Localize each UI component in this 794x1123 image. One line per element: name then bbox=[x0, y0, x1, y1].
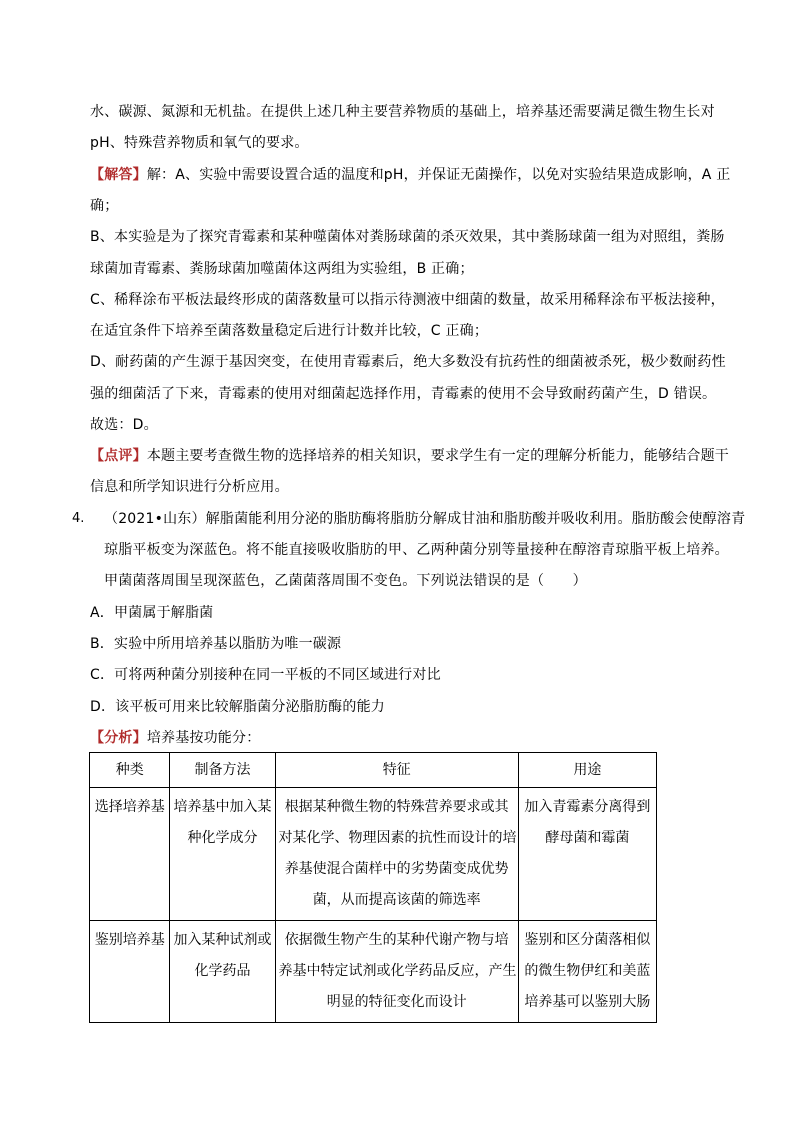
table-cell bbox=[275, 921, 518, 1023]
answer-line-3: B、本实验是为了探究青霉素和某种噬菌体对粪肠球菌的杀灭效果，其中粪肠球菌一组为对照组，粪肠 bbox=[90, 229, 725, 245]
answer-line-8: 强的细菌活了下来，青霉素的使用对细菌起选择作用，青霉素的使用不会导致耐药菌产生，D 错误。 bbox=[90, 386, 717, 402]
question-stem-line-1: （2021•山东）解脂菌能利用分泌的脂肪酶将脂肪分解成甘油和脂肪酸并吸收利用。脂肪酸会使醇溶青 bbox=[104, 511, 746, 527]
table-cell bbox=[170, 788, 275, 921]
question-stem-line-2: 琼脂平板变为深蓝色。将不能直接吸收脂肪的甲、乙两种菌分别等量接种在醇溶青琼脂平板上培养。 bbox=[104, 542, 729, 558]
table-header-row bbox=[90, 753, 657, 788]
table-cell bbox=[518, 921, 656, 1023]
table-header: 制备方法 bbox=[170, 753, 275, 788]
cell-line: 对某化学、物理因素的抗性而设计的培 bbox=[278, 830, 517, 846]
cell-line: 的微生物伊红和美蓝 bbox=[524, 963, 651, 979]
cell-line: 养基使混合菌样中的劣势菌变成优势 bbox=[284, 861, 509, 877]
answer-line-6: 在适宜条件下培养至菌落数量稳定后进行计数并比较，C 正确； bbox=[90, 323, 489, 339]
comment-tag: 【点评】 bbox=[90, 448, 147, 464]
option-b: B．实验中所用培养基以脂肪为唯一碳源 bbox=[90, 636, 342, 652]
cell-line: 菌，从而提高该菌的筛选率 bbox=[312, 892, 481, 908]
answer-line-4: 球菌加青霉素、粪肠球菌加噬菌体这两组为实验组，B 正确； bbox=[90, 261, 474, 277]
analysis-text: 培养基按功能分： bbox=[146, 730, 261, 746]
cell-line: 养基中特定试剂或化学药品反应，产生 bbox=[278, 963, 517, 979]
cell-line: 化学药品 bbox=[194, 963, 251, 979]
table-row bbox=[90, 921, 657, 1023]
table-header: 种类 bbox=[90, 753, 170, 788]
answer-line-7: D、耐药菌的产生源于基因突变，在使用青霉素后，绝大多数没有抗药性的细菌被杀死，极少数耐药性 bbox=[90, 354, 726, 370]
analysis-tag: 【分析】 bbox=[90, 730, 147, 746]
cell-line: 种化学成分 bbox=[187, 830, 258, 846]
table-cell bbox=[518, 788, 656, 921]
table-row bbox=[90, 788, 657, 921]
cell-line: 酵母菌和霉菌 bbox=[545, 830, 630, 846]
table-cell: 选择培养基 bbox=[90, 788, 170, 921]
table-cell bbox=[170, 921, 275, 1023]
comment-line-2: 信息和所学知识进行分析应用。 bbox=[90, 479, 289, 495]
comment-text: 本题主要考查微生物的选择培养的相关知识，要求学生有一定的理解分析能力，能够结合题干 bbox=[146, 448, 730, 464]
answer-tag: 【解答】 bbox=[90, 167, 147, 183]
question-stem-line-3: 甲菌菌落周围呈现深蓝色，乙菌菌落周围不变色。下列说法错误的是（ ） bbox=[104, 573, 587, 589]
answer-line-5: C、稀释涂布平板法最终形成的菌落数量可以指示待测液中细菌的数量，故采用稀释涂布平板法接种， bbox=[90, 292, 725, 308]
cell-line: 依据微生物产生的某种代谢产物与培 bbox=[284, 932, 509, 948]
cell-line: 根据某种微生物的特殊营养要求或其 bbox=[284, 799, 509, 815]
table-cell: 鉴别培养基 bbox=[90, 921, 170, 1023]
table-header: 特征 bbox=[275, 753, 518, 788]
question-number: 4. bbox=[72, 511, 85, 526]
option-a: A．甲菌属于解脂菌 bbox=[90, 605, 214, 621]
cell-line: 明显的特征变化而设计 bbox=[326, 994, 467, 1010]
answer-line-1 bbox=[90, 165, 730, 185]
cell-line: 鉴别和区分菌落相似 bbox=[524, 932, 651, 948]
option-c: C．可将两种菌分别接种在同一平板的不同区域进行对比 bbox=[90, 667, 441, 683]
analysis-line bbox=[90, 728, 260, 748]
cell-line: 加入某种试剂或 bbox=[173, 932, 272, 948]
table-cell bbox=[275, 788, 518, 921]
comment-line-1 bbox=[90, 446, 729, 466]
analysis-prev-line-1: 水、碳源、氮源和无机盐。在提供上述几种主要营养物质的基础上，培养基还需要满足微生物生长对 bbox=[90, 104, 715, 120]
cell-line: 加入青霉素分离得到 bbox=[524, 799, 651, 815]
answer-text: 解：A、实验中需要设置合适的温度和pH，并保证无菌操作，以免对实验结果造成影响，A 正 bbox=[146, 167, 731, 183]
medium-function-table bbox=[89, 752, 657, 1023]
answer-line-9: 故选：D。 bbox=[90, 417, 158, 433]
cell-line: 培养基中加入某 bbox=[173, 799, 272, 815]
cell-line: 培养基可以鉴别大肠 bbox=[524, 994, 651, 1010]
option-d: D．该平板可用来比较解脂菌分泌脂肪酶的能力 bbox=[90, 699, 385, 715]
analysis-prev-line-2: pH、特殊营养物质和氧气的要求。 bbox=[90, 135, 309, 151]
answer-line-2: 确； bbox=[90, 198, 119, 214]
table-header: 用途 bbox=[518, 753, 656, 788]
